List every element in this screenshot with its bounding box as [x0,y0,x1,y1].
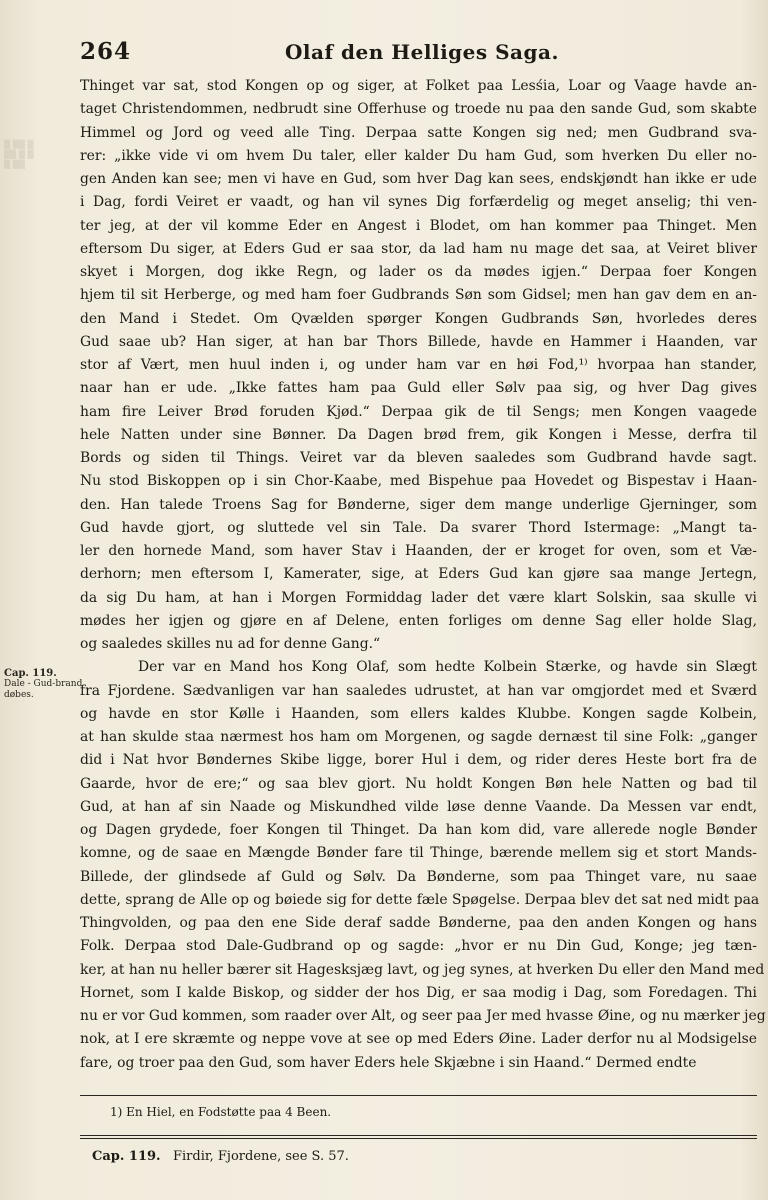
text-line: stor af Vært, men huul inden i, og under ham var en høi Fod,¹⁾ hvorpaa han stander, [80,357,757,373]
footnote-rule [80,1095,757,1096]
text-line: Billede, der glindsede af Guld og Sølv. Da Bønderne, som paa Thinget vare, nu saae [80,868,757,885]
text-line: Nu stod Biskoppen op i sin Chor-Kaabe, med Bispehue paa Hovedet og Bispestav i Haan- [80,473,757,490]
text-line: ler den hornede Mand, som haver Stav i Haanden, der er kroget for oven, som et Væ- [80,543,757,559]
text-line: nok, at I ere skræmte og neppe vove at see op med Eders Øine. Lader derfor nu al Modsigelse [80,1031,757,1048]
text-line: Der var en Mand hos Kong Olaf, som hedte Kolbein Stærke, og havde sin Slægt [138,659,757,676]
text-line: did i Nat hvor Bøndernes Skibe ligge, borer Hul i dem, og rider deres Heste bort fra de [80,752,757,769]
bottom-note-text: Firdir, Fjordene, see S. 57. [172,1149,349,1164]
bottom-rule [80,1135,757,1136]
text-line: Gaarde, hvor de ere;“ og saa blev gjort. Nu holdt Kongen Bøn hele Natten og bad til [80,775,757,792]
page-number: 264 [80,38,132,65]
margin-note-text: Dale - Gud-brand døbes. [4,679,83,700]
text-line: ham fire Leiver Brød foruden Kjød.“ Derpaa gik de til Sengs; men Kongen vaagede [80,403,757,420]
text-line: hele Natten under sine Bønner. Da Dagen brød frem, gik Kongen i Messe, derfra til [80,426,757,443]
text-line: mødes her igjen og gjøre en af Delene, enten forliges om denne Sag eller holde Slag, [80,612,757,629]
text-line: ker, at han nu heller bærer sit Hagesksjæg lavt, og jeg synes, at hverken Du eller den Mand med [80,961,765,978]
text-line: Thingvolden, og paa den ene Side deraf sadde Bønderne, paa den anden Kongen og hans [80,915,757,931]
text-line: fare, og troer paa den Gud, som haver Eders hele Skjæbne i sin Haand.“ Dermed endte [80,1054,697,1071]
page-header [80,38,758,70]
margin-note [4,668,84,701]
text-line: komne, og de saae en Mængde Bønder fare til Thinge, bærende mellem sig et stort Mands- [80,845,757,862]
body-text [80,75,766,1075]
footnote: 1) En Hiel, en Fodstøtte paa 4 Been. [110,1105,332,1119]
margin-note-chapter: Cap. 119. [4,668,57,679]
bleed-through-decoration: ▒ ▒▒ ▒ ▒▒ ▒ ▒ ▒ ▒▒ [4,140,34,169]
text-line: og Dagen grydede, foer Kongen til Thinget. Da han kom did, vare allerede nogle Bønder [80,822,757,838]
text-line: Thinget var sat, stod Kongen op og siger, at Folket paa Lesśia, Loar og Vaage havde an- [80,78,757,94]
text-line: gen Anden kan see; men vi have en Gud, som hver Dag kan sees, endskjøndt han ikke er ude [80,171,757,187]
text-line: hjem til sit Herberge, og med ham foer Gudbrands Søn som Gidsel; men han gav dem en an- [80,287,757,304]
text-line: rer: „ikke vide vi om hvem Du taler, eller kalder Du ham Gud, som hverken Du eller no- [80,147,757,164]
text-line: i Dag, fordi Veiret er vaadt, og han vil synes Dig forfærdelig og meget anselig; thi ven- [80,194,757,211]
text-line: ter jeg, at der vil komme Eder en Angest i Blodet, om han kommer paa Thinget. Men [80,217,757,234]
text-line: Hornet, som I kalde Biskop, og sidder der hos Dig, er saa modig i Dag, som Foredagen. Thi [80,984,757,1001]
text-line: og havde en stor Kølle i Haanden, som ellers kaldes Klubbe. Kongen sagde Kolbein, [80,705,757,722]
text-line: Himmel og Jord og veed alle Ting. Derpaa satte Kongen sig ned; men Gudbrand sva- [80,124,757,141]
text-line: Gud, at han af sin Naade og Miskundhed vilde løse denne Vaande. Da Messen var endt, [80,798,757,815]
bottom-note-chapter: Cap. 119. [92,1149,161,1164]
text-line: den. Han talede Troens Sag for Bønderne, siger dem mange underlige Gjerninger, som [80,496,757,513]
text-line: eftersom Du siger, at Eders Gud er saa stor, da lad ham nu mage det saa, at Veiret bliver [80,240,757,257]
text-line: derhorn; men eftersom I, Kamerater, sige, at Eders Gud kan gjøre saa mange Jertegn, [80,566,757,583]
running-title: Olaf den Helliges Saga. [285,40,559,64]
text-line: den Mand i Stedet. Om Qvælden spørger Kongen Gudbrands Søn, hvorledes deres [80,310,757,327]
text-line: Bords og siden til Things. Veiret var da bleven saaledes som Gudbrand havde sagt. [80,450,757,466]
text-line: at han skulde staa nærmest hos ham om Morgenen, og sagde dernæst til sine Folk: „ganger [80,729,757,745]
text-line: da sig Du ham, at han i Morgen Formiddag lader det være klart Solskin, saa skulle vi [80,589,757,606]
text-line: nu er vor Gud kommen, som raader over Alt, og seer paa Jer med hvasse Øine, og nu mærker jeg [80,1008,766,1024]
text-line: naar han er ude. „Ikke fattes ham paa Guld eller Sølv paa sig, og hver Dag gives [80,380,757,397]
text-line: fra Fjordene. Sædvanligen var han saaledes udrustet, at han var omgjordet med et Sværd [80,682,757,699]
text-line: Gud saae ub? Han siger, at han bar Thors Billede, havde en Hammer i Haanden, var [80,333,757,350]
text-line: taget Christendommen, nedbrudt sine Offerhuse og troede nu paa den sande Gud, som skabte [80,101,757,118]
text-line: skyet i Morgen, dog ikke Regn, og lader os da mødes igjen.“ Derpaa foer Kongen [80,264,757,280]
bottom-rule-double [80,1138,757,1139]
text-line: dette, sprang de Alle op og bøiede sig for dette fæle Spøgelse. Derpaa blev det sat ned midt paa [80,891,760,908]
text-line: Folk. Derpaa stod Dale-Gudbrand op og sagde: „hvor er nu Din Gud, Konge; jeg tæn- [80,938,757,955]
text-line: Gud havde gjort, og sluttede vel sin Tale. Da svarer Thord Istermage: „Mangt ta- [80,519,757,536]
bottom-note [92,1148,349,1166]
text-line: og saaledes skilles nu ad for denne Gang.“ [80,636,381,652]
